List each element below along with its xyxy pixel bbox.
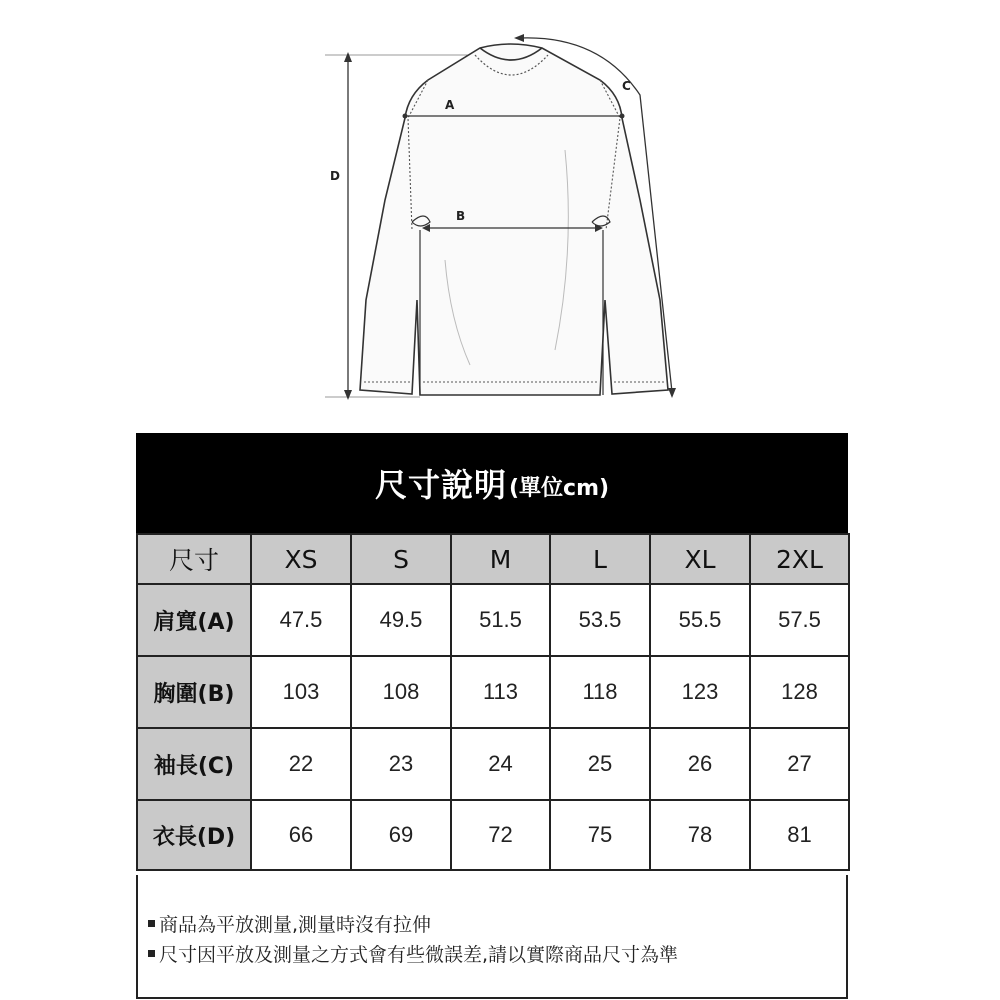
header-size-m: M [451, 534, 550, 584]
table-row [137, 728, 849, 800]
row-label-chest: 胸圍(B) [137, 656, 251, 728]
table-cell: 24 [451, 728, 550, 800]
header-size-2xl: 2XL [750, 534, 849, 584]
note-item [148, 943, 678, 967]
table-row [137, 656, 849, 728]
note-text: 商品為平放測量,測量時沒有拉伸 [159, 914, 432, 936]
table-cell: 23 [351, 728, 451, 800]
table-header-row [137, 534, 849, 584]
bullet-icon [148, 950, 155, 957]
size-chart [136, 433, 848, 999]
header-size-label: 尺寸 [137, 534, 251, 584]
table-cell: 113 [451, 656, 550, 728]
table-cell: 72 [451, 800, 550, 870]
table-cell: 27 [750, 728, 849, 800]
table-cell: 66 [251, 800, 351, 870]
table-cell: 123 [650, 656, 750, 728]
size-notes [136, 875, 848, 999]
label-d: D [330, 169, 340, 183]
header-size-s: S [351, 534, 451, 584]
shirt-measurement-diagram [0, 0, 1000, 430]
table-row [137, 800, 849, 870]
label-b: B [456, 209, 466, 223]
table-cell: 103 [251, 656, 351, 728]
table-cell: 22 [251, 728, 351, 800]
table-cell: 57.5 [750, 584, 849, 656]
size-chart-unit: (單位cm) [508, 475, 610, 501]
table-cell: 75 [550, 800, 650, 870]
bullet-icon [148, 920, 155, 927]
table-cell: 69 [351, 800, 451, 870]
label-a: A [445, 98, 455, 112]
table-cell: 128 [750, 656, 849, 728]
size-chart-title: 尺寸說明 [374, 466, 507, 504]
table-cell: 25 [550, 728, 650, 800]
table-cell: 78 [650, 800, 750, 870]
note-item [148, 913, 431, 937]
header-size-xs: XS [251, 534, 351, 584]
table-cell: 108 [351, 656, 451, 728]
header-size-l: L [550, 534, 650, 584]
long-sleeve-shirt-icon [0, 0, 1000, 430]
row-label-shoulder: 肩寬(A) [137, 584, 251, 656]
row-label-length: 衣長(D) [137, 800, 251, 870]
size-table [136, 533, 850, 871]
table-cell: 118 [550, 656, 650, 728]
table-cell: 51.5 [451, 584, 550, 656]
table-cell: 47.5 [251, 584, 351, 656]
table-cell: 55.5 [650, 584, 750, 656]
row-label-sleeve: 袖長(C) [137, 728, 251, 800]
table-cell: 81 [750, 800, 849, 870]
table-cell: 53.5 [550, 584, 650, 656]
table-cell: 49.5 [351, 584, 451, 656]
label-c: C [622, 79, 631, 93]
header-size-xl: XL [650, 534, 750, 584]
table-row [137, 584, 849, 656]
table-cell: 26 [650, 728, 750, 800]
note-text: 尺寸因平放及測量之方式會有些微誤差,請以實際商品尺寸為準 [159, 944, 679, 966]
size-chart-title-bar [136, 433, 848, 533]
